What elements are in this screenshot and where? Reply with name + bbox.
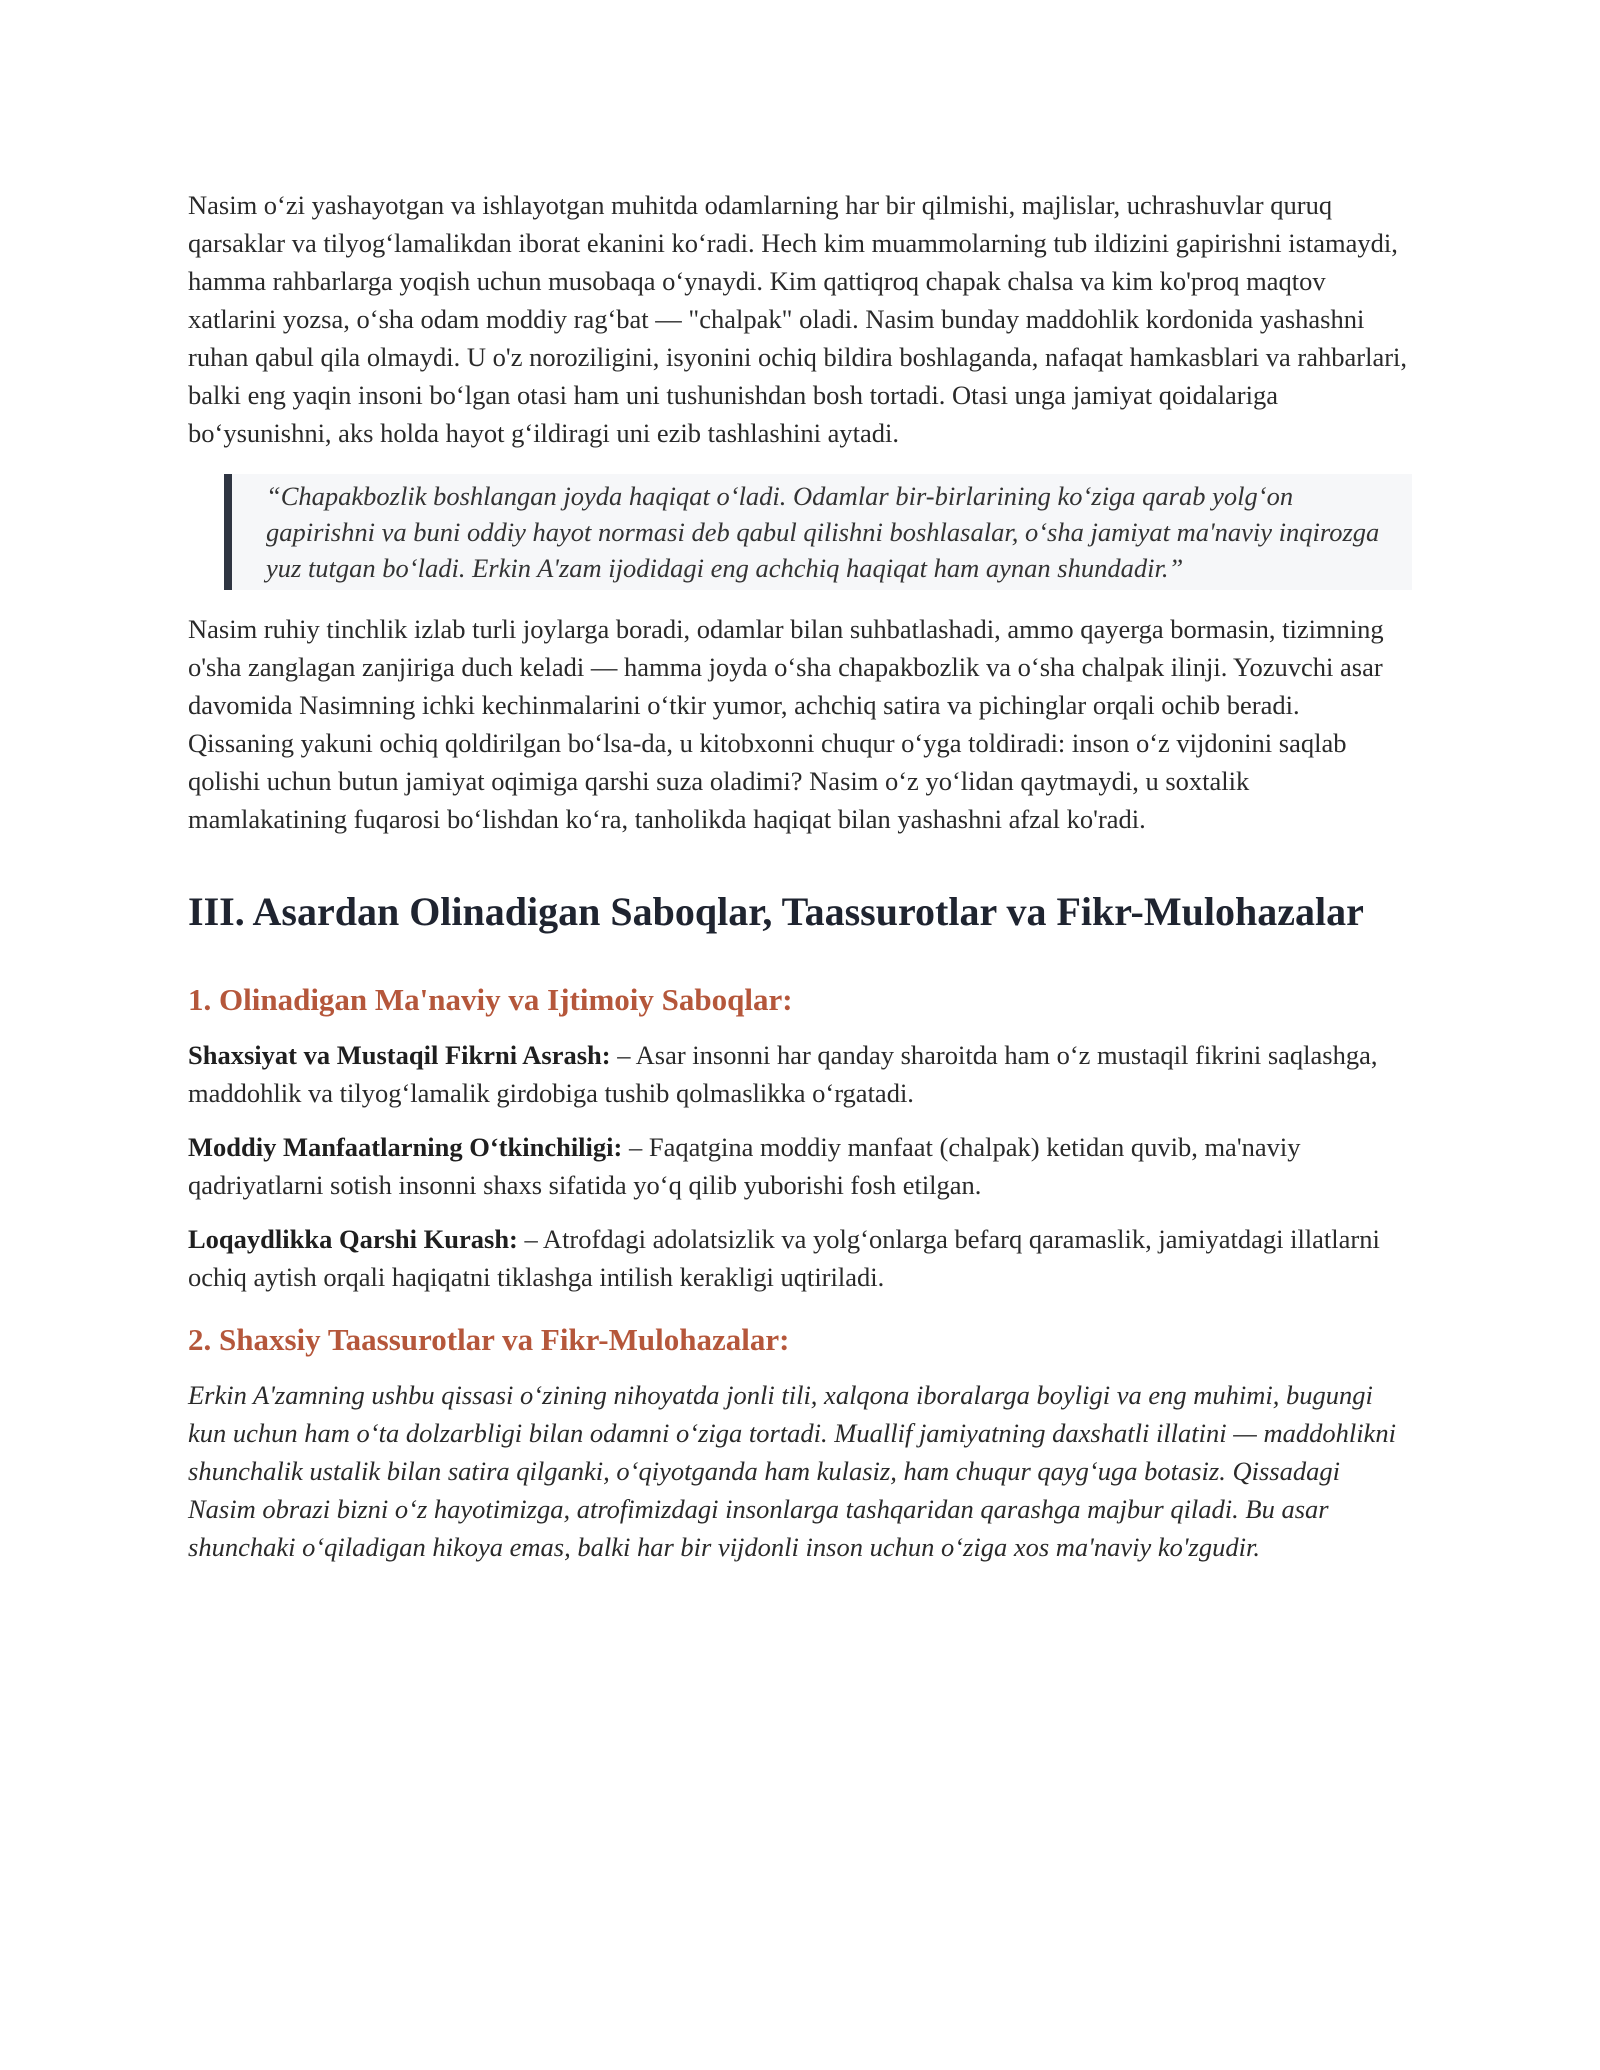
lesson-text: – Atrofdagi adolatsizlik va yolg‘onlarga befarq qaramaslik, jamiyatdagi illatlarni ochiq aytish orqali haqiqatni tiklashga intilish kerakligi uqtiriladi. bbox=[188, 1224, 1380, 1292]
lesson-item bbox=[188, 1220, 1412, 1296]
lesson-item bbox=[188, 1128, 1412, 1204]
lesson-text: – Faqatgina moddiy manfaat (chalpak) ketidan quvib, ma'naviy qadriyatlarni sotish insonni shaxs sifatida yo‘q qilib yuborishi fosh etilgan. bbox=[188, 1132, 1301, 1200]
subsection-heading: 1. Olinadigan Ma'naviy va Ijtimoiy Saboqlar: bbox=[188, 982, 793, 1017]
lesson-term: Shaxsiyat va Mustaqil Fikrni Asrash: bbox=[188, 1040, 611, 1070]
body-paragraph: Nasim ruhiy tinchlik izlab turli joylarga boradi, odamlar bilan suhbatlashadi, ammo qayerga bormasin, tizimning o'sha zanglagan zanjiriga duch keladi — hamma joyda o‘sha chapakbozlik va o‘sha chalpak ilinji. Yozuvchi asar davomida Nasimning ichki kechinmalarini o‘tkir yumor, achchiq satira va pichinglar orqali ochib beradi. Qissaning yakuni ochiq qoldirilgan bo‘lsa-da, u kitobxonni chuqur o‘yga toldiradi: inson o‘z vijdonini saqlab qolishi uchun butun jamiyat oqimiga qarshi suza oladimi? Nasim o‘z yo‘lidan qaytmaydi, u soxtalik mamlakatining fuqarosi bo‘lishdan ko‘ra, tanholikda haqiqat bilan yashashni afzal ko'radi. bbox=[188, 614, 1384, 834]
impressions-paragraph: Erkin A'zamning ushbu qissasi o‘zining nihoyatda jonli tili, xalqona iboralarga boyligi va eng muhimi, bugungi kun uchun ham o‘ta dolzarbligi bilan odamni o‘ziga tortadi. Muallif jamiyatning daxshatli illatini — maddohlikni shunchalik ustalik bilan satira qilganki, o‘qiyotganda ham kulasiz, ham chuqur qayg‘uga botasiz. Qissadagi Nasim obrazi bizni o‘z hayotimizga, atrofimizdagi insonlarga tashqaridan qarashga majbur qiladi. Bu asar shunchaki o‘qiladigan hikoya emas, balki har bir vijdonli inson uchun o‘ziga xos ma'naviy ko'zgudir. bbox=[188, 1380, 1396, 1562]
section-heading: III. Asardan Olinadigan Saboqlar, Taassurotlar va Fikr-Mulohazalar bbox=[188, 889, 1364, 934]
lesson-item bbox=[188, 1036, 1412, 1112]
lesson-text: – Asar insonni har qanday sharoitda ham o‘z mustaqil fikrini saqlashga, maddohlik va tilyog‘lamalik girdobiga tushib qolmaslikka o‘rgatadi. bbox=[188, 1040, 1378, 1108]
quote-text: “Chapakbozlik boshlangan joyda haqiqat o‘ladi. Odamlar bir-birlarining ko‘ziga qarab yolg‘on gapirishni va buni oddiy hayot normasi deb qabul qilishni boshlasalar, o‘sha jamiyat ma'naviy inqirozga yuz tutgan bo‘ladi. Erkin A'zam ijodidagi eng achchiq haqiqat ham aynan shundadir.” bbox=[266, 481, 1380, 583]
lesson-term: Loqaydlikka Qarshi Kurash: bbox=[188, 1224, 518, 1254]
pull-quote bbox=[224, 474, 1412, 590]
body-paragraph: Nasim o‘zi yashayotgan va ishlayotgan muhitda odamlarning har bir qilmishi, majlislar, uchrashuvlar quruq qarsaklar va tilyog‘lamalikdan iborat ekanini ko‘radi. Hech kim muammolarning tub ildizini gapirishni istamaydi, hamma rahbarlarga yoqish uchun musobaqa o‘ynaydi. Kim qattiqroq chapak chalsa va kim ko'proq maqtov xatlarini yozsa, o‘sha odam moddiy rag‘bat — "chalpak" oladi. Nasim bunday maddohlik kordonida yashashni ruhan qabul qila olmaydi. U o'z noroziligini, isyonini ochiq bildira boshlaganda, nafaqat hamkasblari va rahbarlari, balki eng yaqin insoni bo‘lgan otasi ham uni tushunishdan bosh tortadi. Otasi unga jamiyat qoidalariga bo‘ysunishni, aks holda hayot g‘ildiragi uni ezib tashlashini aytadi. bbox=[188, 190, 1408, 448]
subsection-heading: 2. Shaxsiy Taassurotlar va Fikr-Mulohazalar: bbox=[188, 1322, 790, 1357]
lesson-term: Moddiy Manfaatlarning O‘tkinchiligi: bbox=[188, 1132, 623, 1162]
